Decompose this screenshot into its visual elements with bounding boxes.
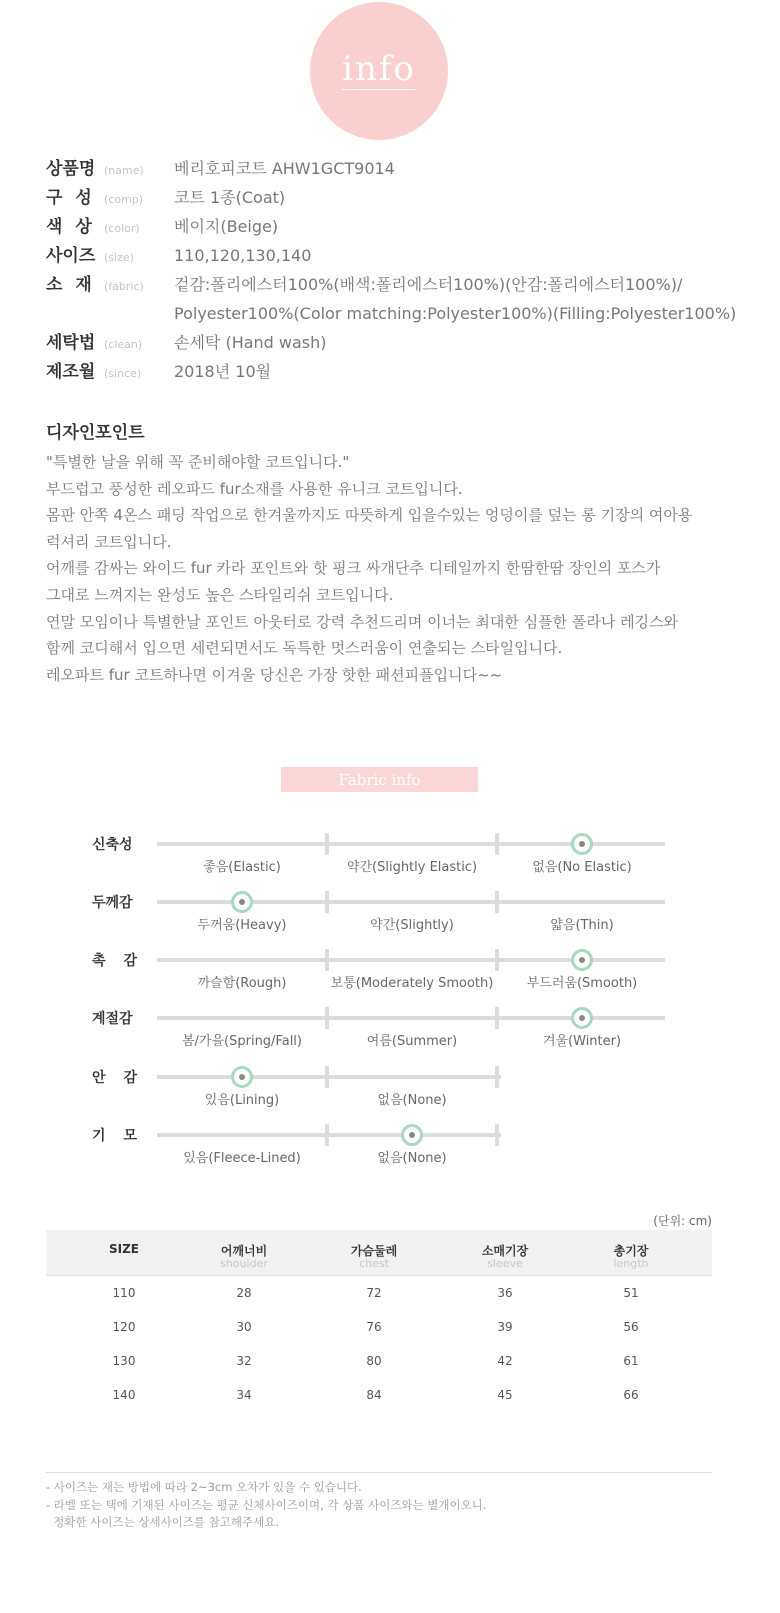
design-point-section bbox=[46, 418, 746, 688]
spec-value: 손세탁 (Hand wash) bbox=[174, 333, 327, 352]
info-circle-badge bbox=[310, 2, 448, 140]
fabric-scale-indicator-icon bbox=[571, 833, 593, 855]
size-notes bbox=[46, 1479, 486, 1532]
spec-value: 2018년 10월 bbox=[174, 362, 272, 381]
table-row bbox=[46, 1344, 712, 1378]
table-row bbox=[46, 1378, 712, 1412]
table-cell: 51 bbox=[623, 1286, 639, 1300]
table-divider bbox=[46, 1472, 712, 1473]
info-title: info bbox=[342, 48, 416, 89]
spec-value bbox=[174, 270, 736, 328]
fabric-scale-option: 없음(No Elastic) bbox=[532, 860, 632, 875]
fabric-scale-option: 얇음(Thin) bbox=[550, 918, 614, 933]
note-line: - 라벨 또는 택에 기재된 사이즈는 평균 신체사이즈이며, 각 상품 사이즈와는 별개이오니. bbox=[46, 1497, 487, 1512]
header-length-en: length bbox=[613, 1257, 649, 1270]
design-point-title: 디자인포인트 bbox=[46, 423, 145, 443]
note-line: - 사이즈는 재는 방법에 따라 2~3cm 오차가 있을 수 있습니다. bbox=[46, 1480, 362, 1494]
design-line: 그대로 느껴지는 완성도 높은 스타일리쉬 코트입니다. bbox=[46, 585, 394, 604]
size-table bbox=[46, 1230, 712, 1412]
size-table-body bbox=[46, 1276, 712, 1412]
table-cell: 42 bbox=[497, 1354, 513, 1368]
table-cell: 84 bbox=[366, 1388, 382, 1402]
fabric-scale-indicator-icon bbox=[571, 949, 593, 971]
table-cell: 140 bbox=[112, 1388, 136, 1402]
fabric-scale-option: 약간(Slightly Elastic) bbox=[346, 860, 478, 875]
fabric-scale-tick bbox=[495, 891, 499, 913]
fabric-info-banner bbox=[281, 767, 478, 792]
fabric-scale-option: 까슬함(Rough) bbox=[197, 976, 287, 991]
spec-label: 상품명 bbox=[46, 159, 96, 179]
fabric-scale-tick bbox=[495, 949, 499, 971]
table-cell: 120 bbox=[112, 1320, 136, 1334]
spec-row-name bbox=[46, 154, 766, 183]
fabric-scale-tick bbox=[325, 1007, 329, 1029]
fabric-scale-row bbox=[90, 1070, 690, 1125]
fabric-scale-indicator-icon bbox=[231, 891, 253, 913]
header-shoulder-en: shoulder bbox=[220, 1257, 268, 1270]
header-sleeve: 소매기장 bbox=[481, 1244, 529, 1258]
spec-value: 베리호피코트 AHW1GCT9014 bbox=[174, 159, 395, 178]
table-cell: 130 bbox=[112, 1354, 136, 1368]
spec-row-since bbox=[46, 357, 766, 386]
spec-label: 세탁법 bbox=[46, 333, 96, 353]
fabric-scale-label: 계절감 bbox=[92, 1011, 133, 1027]
fabric-scale-indicator-icon bbox=[571, 1007, 593, 1029]
spec-row-size bbox=[46, 241, 766, 270]
spec-value: 베이지(Beige) bbox=[174, 217, 279, 236]
fabric-info-title: Fabric info bbox=[338, 770, 421, 789]
table-cell: 80 bbox=[366, 1354, 382, 1368]
spec-value: 110,120,130,140 bbox=[174, 246, 312, 265]
fabric-scale-tick bbox=[495, 833, 499, 855]
fabric-scale-label: 두께감 bbox=[92, 895, 133, 911]
table-cell: 34 bbox=[236, 1388, 252, 1402]
table-cell: 28 bbox=[236, 1286, 252, 1300]
fabric-scale-tick bbox=[325, 891, 329, 913]
header-length: 총기장 bbox=[613, 1244, 649, 1258]
fabric-scale-option: 약간(Slightly) bbox=[370, 918, 454, 933]
table-cell: 56 bbox=[623, 1320, 639, 1334]
spec-label-en: (name) bbox=[104, 164, 144, 177]
fabric-scale-option: 없음(None) bbox=[377, 1093, 447, 1108]
fabric-scale-row bbox=[90, 1128, 690, 1183]
fabric-scale-row bbox=[90, 837, 690, 892]
fabric-scale-tick bbox=[495, 1124, 499, 1146]
spec-label-en: (color) bbox=[104, 222, 140, 235]
spec-label-en: (size) bbox=[104, 251, 134, 264]
design-line: 몸판 안쪽 4온스 패딩 작업으로 한겨울까지도 따뜻하게 입을수있는 엉덩이를 덮는 롱 기장의 여아용 bbox=[46, 506, 693, 525]
spec-value-line: Polyester100%(Color matching:Polyester100%)(Filling:Polyester100%) bbox=[174, 304, 737, 323]
fabric-scale-option: 두꺼움(Heavy) bbox=[197, 918, 287, 933]
fabric-scale-label: 안감 bbox=[92, 1070, 156, 1086]
spec-label-en: (since) bbox=[104, 367, 142, 380]
size-table-header bbox=[46, 1230, 712, 1276]
spec-row-color bbox=[46, 212, 766, 241]
header-chest-en: chest bbox=[359, 1257, 389, 1270]
fabric-scale-tick bbox=[495, 1007, 499, 1029]
table-cell: 66 bbox=[623, 1388, 639, 1402]
fabric-scale-tick bbox=[325, 949, 329, 971]
fabric-scale-label: 신축성 bbox=[92, 837, 133, 853]
fabric-scale-indicator-icon bbox=[401, 1124, 423, 1146]
fabric-scale-option: 있음(Fleece-Lined) bbox=[183, 1151, 301, 1166]
fabric-scale-tick bbox=[325, 833, 329, 855]
design-line: 연말 모임이나 특별한날 포인트 아웃터로 강력 추천드리며 이너는 최대한 심플한 폴라나 레깅스와 bbox=[46, 612, 679, 631]
fabric-scale-label: 촉감 bbox=[92, 953, 156, 969]
table-cell: 76 bbox=[366, 1320, 382, 1334]
table-cell: 61 bbox=[623, 1354, 639, 1368]
fabric-scale-row bbox=[90, 953, 690, 1008]
table-cell: 39 bbox=[497, 1320, 513, 1334]
fabric-scale-row bbox=[90, 895, 690, 950]
fabric-scale-track bbox=[157, 1133, 501, 1137]
fabric-scale-label: 기모 bbox=[92, 1128, 156, 1144]
design-line: 럭셔리 코트입니다. bbox=[46, 532, 172, 551]
table-cell: 36 bbox=[497, 1286, 513, 1300]
size-unit: (단위: cm) bbox=[653, 1214, 712, 1228]
design-line: 어깨를 감싸는 와이드 fur 카라 포인트와 핫 핑크 싸개단추 디테일까지 한땀한땀 장인의 포스가 bbox=[46, 559, 661, 578]
design-line: 레오파트 fur 코트하나면 이겨울 당신은 가장 핫한 패션피플입니다~~ bbox=[46, 665, 503, 684]
fabric-scale-option: 좋음(Elastic) bbox=[203, 860, 281, 875]
spec-label-en: (comp) bbox=[104, 193, 144, 206]
spec-label: 색상 bbox=[46, 217, 105, 237]
header-chest: 가슴둘레 bbox=[350, 1244, 398, 1258]
spec-value: 코트 1종(Coat) bbox=[174, 188, 286, 207]
spec-label: 사이즈 bbox=[46, 246, 96, 266]
spec-row-comp bbox=[46, 183, 766, 212]
header-size: SIZE bbox=[108, 1242, 139, 1256]
fabric-scale-tick bbox=[325, 1066, 329, 1088]
table-cell: 32 bbox=[236, 1354, 252, 1368]
design-line: "특별한 날을 위해 꼭 준비해야할 코트입니다." bbox=[46, 453, 350, 471]
spec-value-line: 겉감:폴리에스터100%(배색:폴리에스터100%)(안감:폴리에스터100%)/ bbox=[174, 275, 683, 294]
fabric-scale-track bbox=[157, 1075, 501, 1079]
table-cell: 110 bbox=[112, 1286, 136, 1300]
fabric-scale-tick bbox=[325, 1124, 329, 1146]
fabric-scale-option: 겨울(Winter) bbox=[542, 1034, 622, 1049]
table-row bbox=[46, 1310, 712, 1344]
fabric-scale-row bbox=[90, 1011, 690, 1066]
header-sleeve-en: sleeve bbox=[487, 1257, 523, 1270]
table-cell: 30 bbox=[236, 1320, 252, 1334]
table-cell: 72 bbox=[366, 1286, 382, 1300]
fabric-scale-option: 여름(Summer) bbox=[366, 1034, 458, 1049]
spec-label-en: (fabric) bbox=[104, 280, 144, 293]
spec-label: 제조월 bbox=[46, 362, 96, 382]
table-cell: 45 bbox=[497, 1388, 513, 1402]
fabric-scale-option: 보통(Moderately Smooth) bbox=[330, 976, 494, 991]
spec-row-fabric bbox=[46, 270, 766, 328]
fabric-scale-indicator-icon bbox=[231, 1066, 253, 1088]
spec-label: 소재 bbox=[46, 275, 105, 295]
spec-label-en: (clean) bbox=[104, 338, 143, 351]
spec-row-clean bbox=[46, 328, 766, 357]
fabric-scale-option: 부드러움(Smooth) bbox=[526, 976, 638, 991]
fabric-scale-option: 없음(None) bbox=[377, 1151, 447, 1166]
table-row bbox=[46, 1276, 712, 1310]
design-line: 함께 코디해서 입으면 세련되면서도 독특한 멋스러움이 연출되는 스타일입니다. bbox=[46, 639, 563, 658]
design-line: 부드럽고 풍성한 레오파드 fur소재를 사용한 유니크 코트입니다. bbox=[46, 479, 463, 498]
header-shoulder: 어깨너비 bbox=[220, 1244, 268, 1258]
note-line: 정확한 사이즈는 상세사이즈를 참고해주세요. bbox=[46, 1515, 280, 1529]
fabric-scale-option: 있음(Lining) bbox=[204, 1093, 280, 1108]
fabric-scale-option: 봄/가을(Spring/Fall) bbox=[181, 1034, 302, 1049]
fabric-scale-tick bbox=[495, 1066, 499, 1088]
spec-label: 구성 bbox=[46, 188, 105, 208]
